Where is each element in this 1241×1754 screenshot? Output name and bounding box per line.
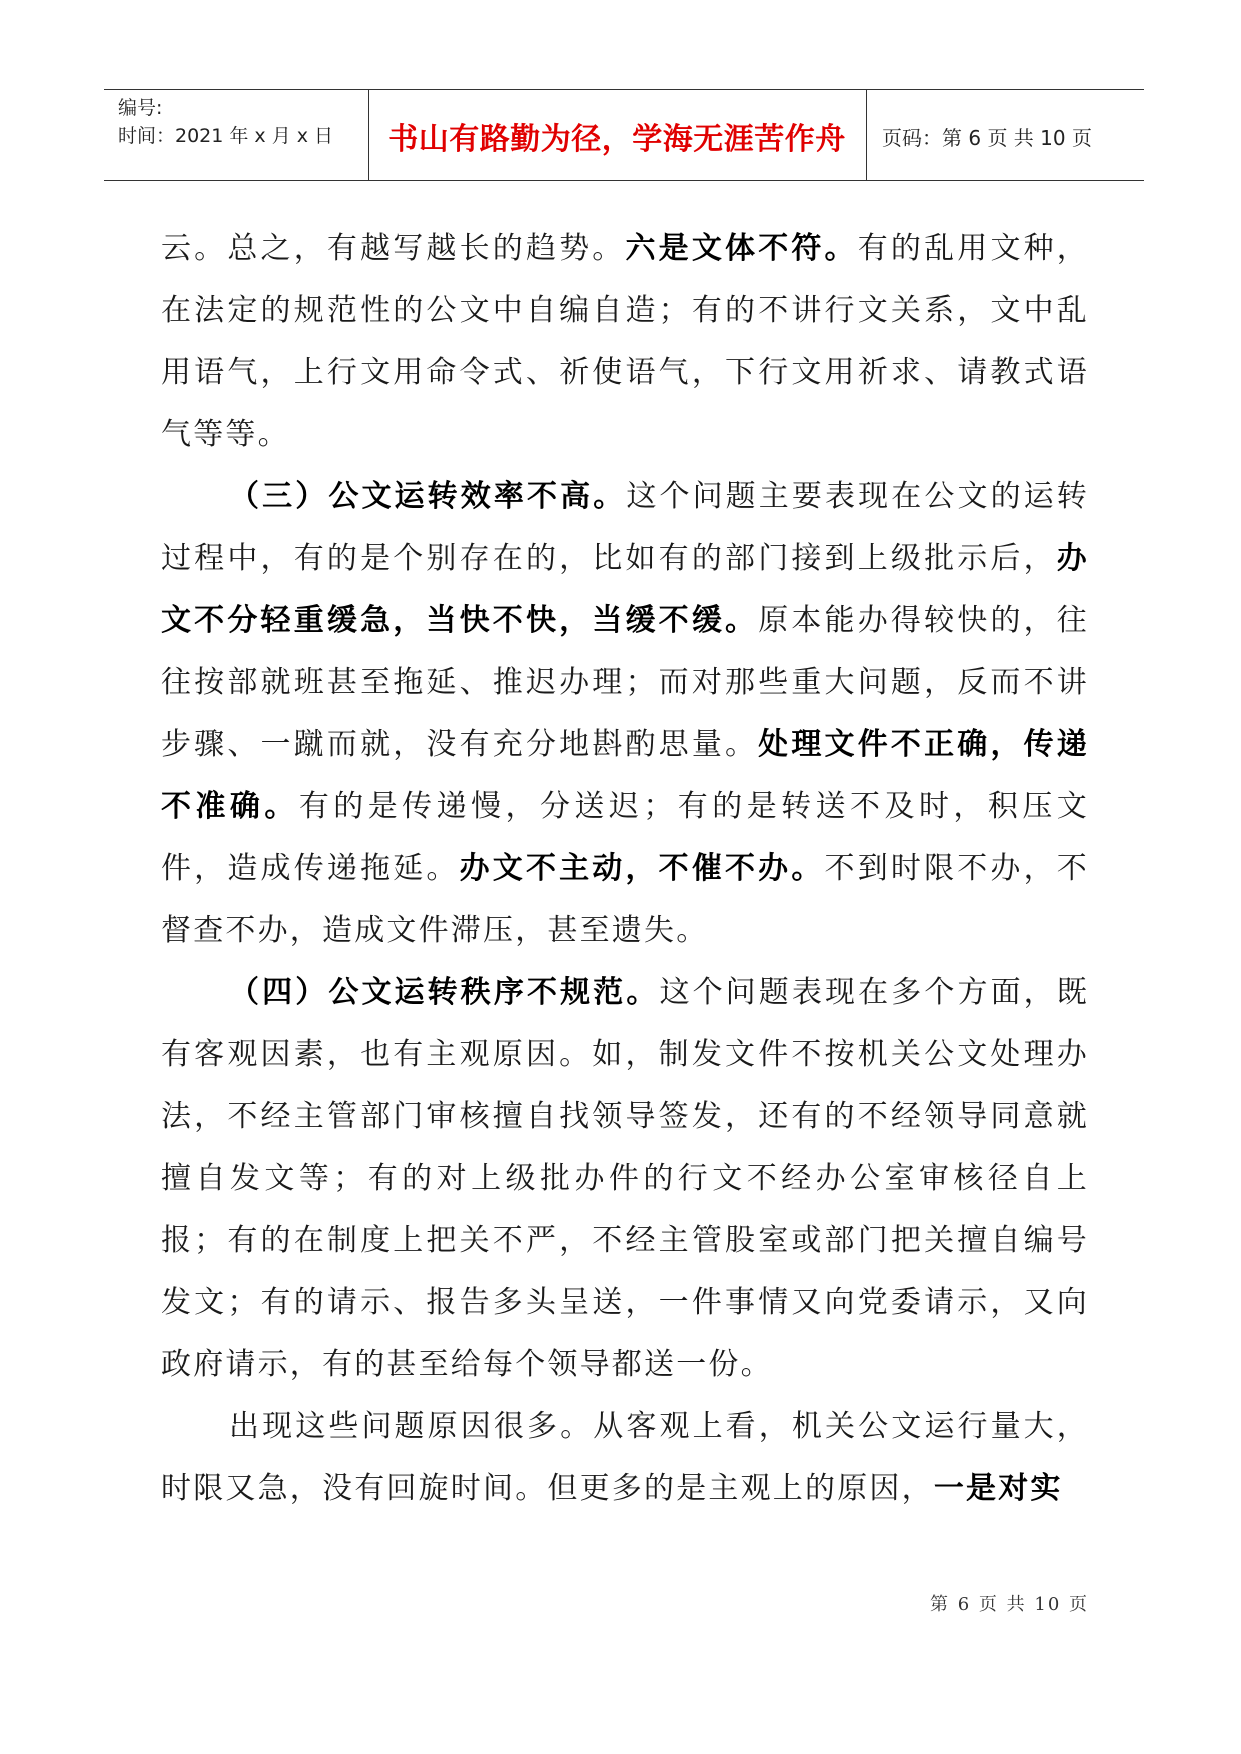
text-run: 不到时限不办，不督查不办，造成文件滞压，甚至遗失。 — [161, 851, 1089, 948]
page-footer: 第 6 页 共 10 页 — [930, 1594, 1089, 1615]
text-run: 有的是传递慢，分送迟；有的是转送不及时，积压文件，造成传递拖延。 — [161, 789, 1089, 886]
bold-phrase: 一是对实 — [933, 1471, 1063, 1506]
text-run: 原本能办得较快的，往往按部就班甚至拖延、推迟办理；而对那些重大问题，反而不讲步骤、一蹴而就，没有充分地斟酌思量。 — [161, 603, 1089, 762]
bold-phrase: （三）公文运转效率不高。 — [229, 479, 627, 514]
document-time-label: 时间：2021 年 x 月 x 日 — [118, 125, 334, 147]
bold-phrase: 办文不分轻重缓急，当快不快，当缓不缓。 — [161, 541, 1089, 638]
paragraph — [161, 466, 1089, 962]
text-run: 这个问题主要表现在公文的运转过程中，有的是个别存在的，比如有的部门接到上级批示后， — [161, 479, 1089, 576]
bold-phrase: 六是文体不符。 — [625, 231, 858, 266]
header-divider-left — [368, 90, 369, 180]
page-header — [104, 89, 1144, 181]
header-divider-right — [866, 90, 867, 180]
text-run: 云。总之，有越写越长的趋势。 — [161, 231, 626, 266]
paragraph — [161, 1396, 1089, 1520]
bold-phrase: 处理文件不正确，传递不准确。 — [161, 727, 1089, 824]
bold-phrase: （四）公文运转秩序不规范。 — [229, 975, 660, 1010]
paragraph — [161, 218, 1089, 466]
text-run: 出现这些问题原因很多。从客观上看，机关公文运行量大，时限又急，没有回旋时间。但更多的是主观上的原因， — [161, 1409, 1089, 1506]
bold-phrase: 办文不主动，不催不办。 — [459, 851, 825, 886]
header-page-info: 页码：第 6 页 共 10 页 — [882, 125, 1092, 150]
document-body — [161, 218, 1089, 1520]
paragraph — [161, 962, 1089, 1396]
text-run: 这个问题表现在多个方面，既有客观因素，也有主观原因。如，制发文件不按机关公文处理办法，不经主管部门审核擅自找领导签发，还有的不经领导同意就擅自发文等；有的对上级批办件的行文不经办公室审核径自上报；有的在制度上把关不严，不经主管股室或部门把关擅自编号发文；有的请示、报告多头呈送，一件事情又向党委请示，又向政府请示，有的甚至给每个领导都送一份。 — [161, 975, 1089, 1382]
document-number-label: 编号: — [118, 97, 163, 119]
header-motto: 书山有路勤为径，学海无涯苦作舟 — [388, 122, 846, 157]
text-run: 有的乱用文种，在法定的规范性的公文中自编自造；有的不讲行文关系，文中乱用语气，上行文用命令式、祈使语气，下行文用祈求、请教式语气等等。 — [161, 231, 1089, 452]
header-meta — [118, 94, 368, 150]
